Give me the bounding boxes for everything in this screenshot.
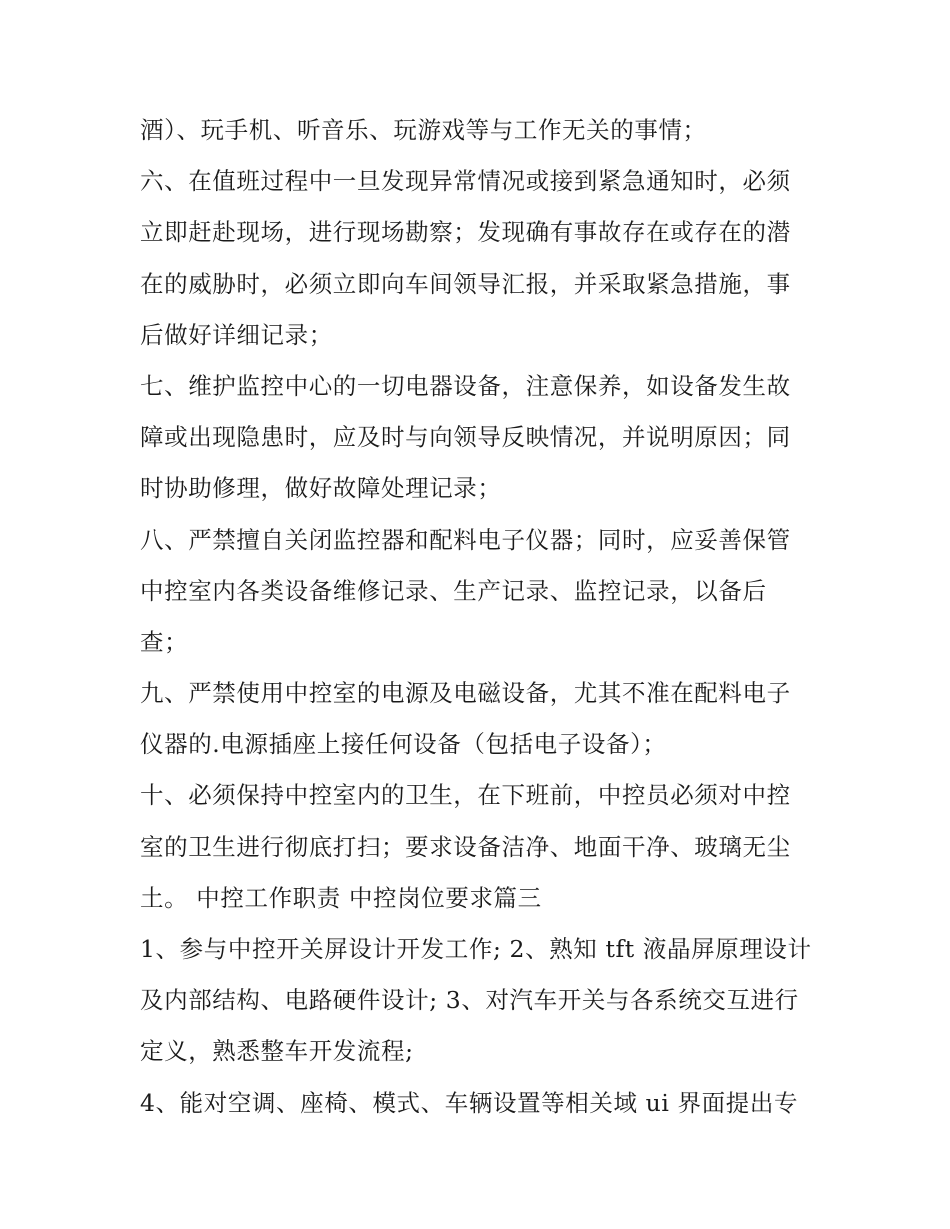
text-line: 十、必须保持中控室内的卫生，在下班前，中控员必须对中控 bbox=[140, 781, 791, 810]
text-line: 仪器的.电源插座上接任何设备（包括电子设备）； bbox=[140, 730, 667, 759]
text-line: 定义，熟悉整车开发流程; bbox=[140, 1037, 414, 1066]
text-line: 查； bbox=[140, 627, 189, 656]
text-line: 4、能对空调、座椅、模式、车辆设置等相关域 ui 界面提出专 bbox=[140, 1088, 799, 1117]
text-line: 土。 中控工作职责 中控岗位要求篇三 bbox=[140, 883, 542, 912]
text-line: 七、维护监控中心的一切电器设备，注意保养，如设备发生故 bbox=[140, 371, 791, 400]
text-line: 中控室内各类设备维修记录、生产记录、监控记录，以备后 bbox=[140, 576, 767, 605]
text-line: 立即赶赴现场，进行现场勘察；发现确有事故存在或存在的潜 bbox=[140, 218, 791, 247]
text-line: 八、严禁擅自关闭监控器和配料电子仪器；同时，应妥善保管 bbox=[140, 525, 791, 554]
text-line: 1、参与中控开关屏设计开发工作; 2、熟知 tft 液晶屏原理设计 bbox=[140, 935, 812, 963]
text-line: 后做好详细记录； bbox=[140, 320, 333, 349]
text-line: 及内部结构、电路硬件设计; 3、对汽车开关与各系统交互进行 bbox=[140, 986, 799, 1015]
text-line: 时协助修理，做好故障处理记录； bbox=[140, 474, 502, 503]
text-line: 在的威胁时，必须立即向车间领导汇报，并采取紧急措施，事 bbox=[140, 269, 791, 298]
text-line: 酒）、玩手机、听音乐、玩游戏等与工作无关的事情； bbox=[140, 116, 707, 144]
document-body bbox=[140, 108, 820, 1132]
text-line: 室的卫生进行彻底打扫；要求设备洁净、地面干净、玻璃无尘 bbox=[140, 832, 791, 861]
text-line: 九、严禁使用中控室的电源及电磁设备，尤其不准在配料电子 bbox=[140, 679, 791, 708]
text-line: 障或出现隐患时，应及时与向领导反映情况，并说明原因；同 bbox=[140, 423, 791, 452]
text-line: 六、在值班过程中一旦发现异常情况或接到紧急通知时，必须 bbox=[140, 167, 791, 196]
